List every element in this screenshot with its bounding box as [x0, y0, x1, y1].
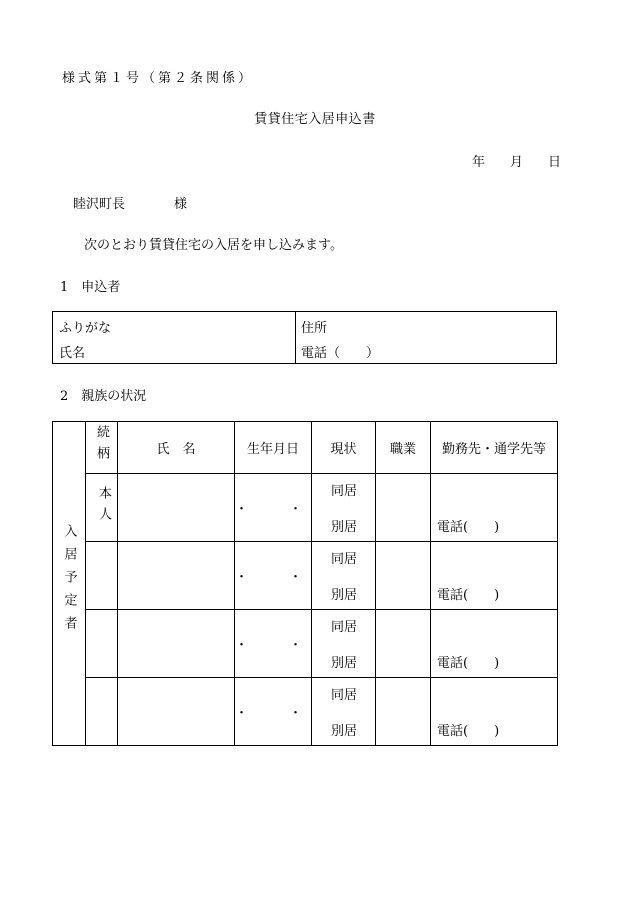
- dob-cell: ・ ・: [235, 610, 312, 678]
- dob-cell: ・ ・: [235, 678, 312, 746]
- status-cell: 同居 別居: [312, 474, 376, 542]
- addressee-honorific: 様: [174, 197, 188, 212]
- address-label: 住所: [301, 321, 328, 336]
- status-cell: 同居 別居: [312, 678, 376, 746]
- date-month: 月: [510, 155, 524, 170]
- dob-cell: ・ ・: [235, 474, 312, 542]
- name-cell: [118, 474, 235, 542]
- date-day: 日: [548, 155, 562, 170]
- document-title: 賃貸住宅入居申込書: [254, 112, 376, 127]
- section2-heading: 2 親族の状況: [60, 389, 147, 404]
- table-row: [53, 678, 558, 746]
- occupation-cell: [376, 610, 431, 678]
- name-label: 氏名: [59, 346, 86, 361]
- relation-cell: [86, 678, 118, 746]
- form-number: 様式第１号（第２条関係）: [62, 71, 255, 86]
- table-row: [53, 542, 558, 610]
- header-relation: 続柄: [86, 422, 118, 474]
- self-label: 本人: [96, 486, 111, 528]
- workplace-cell: 電話( ): [431, 610, 558, 678]
- header-occupation: 職業: [376, 422, 431, 474]
- phone-label: 電話（ ）: [301, 346, 380, 361]
- occupation-cell: [376, 678, 431, 746]
- occupation-cell: [376, 542, 431, 610]
- relation-cell: [86, 474, 118, 542]
- group-label-cell: [53, 422, 86, 746]
- date-year: 年: [472, 155, 486, 170]
- date-line: [472, 151, 561, 170]
- addressee-name: 睦沢町長: [73, 197, 126, 212]
- header-status: 現状: [312, 422, 376, 474]
- status-cell: 同居 別居: [312, 542, 376, 610]
- name-cell: [118, 542, 235, 610]
- name-cell: [118, 678, 235, 746]
- header-dob: 生年月日: [235, 422, 312, 474]
- workplace-cell: 電話( ): [431, 678, 558, 746]
- occupation-cell: [376, 474, 431, 542]
- relation-cell: [86, 542, 118, 610]
- workplace-cell: 電話( ): [431, 542, 558, 610]
- intro-text: 次のとおり賃貸住宅の入居を申し込みます。: [84, 238, 343, 253]
- name-cell: [118, 610, 235, 678]
- status-cell: 同居 別居: [312, 610, 376, 678]
- relation-cell: [86, 610, 118, 678]
- workplace-cell: 電話( ): [431, 474, 558, 542]
- dob-cell: ・ ・: [235, 542, 312, 610]
- header-name: 氏 名: [118, 422, 235, 474]
- furigana-label: ふりがな: [59, 321, 112, 336]
- group-label: 入居予定者: [61, 524, 77, 639]
- section1-heading: 1 申込者: [60, 280, 121, 295]
- applicant-table: [52, 311, 557, 364]
- addressee: [73, 193, 187, 212]
- header-workplace: 勤務先・通学先等: [431, 422, 558, 474]
- table-row: [53, 610, 558, 678]
- family-table: [52, 421, 557, 746]
- table-row: [53, 474, 558, 542]
